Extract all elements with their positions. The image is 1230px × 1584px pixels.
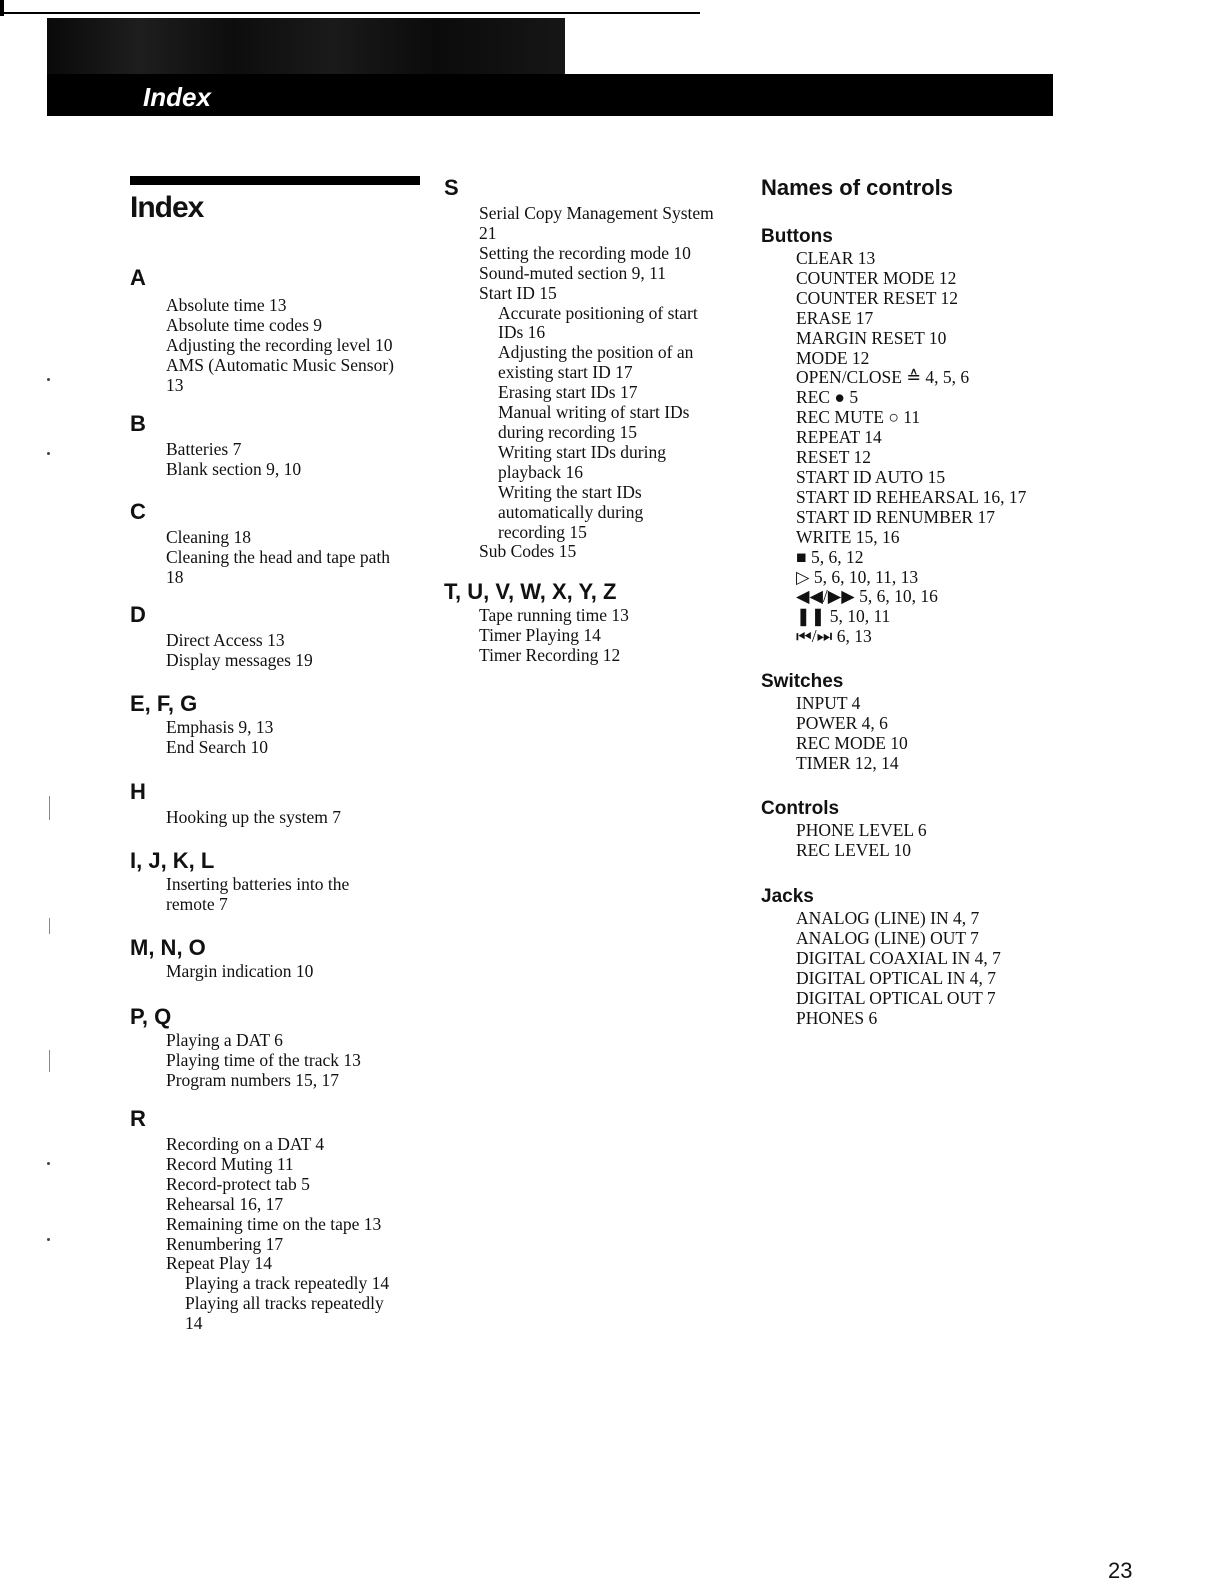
control-entry: REC MUTE ○ 11 <box>796 407 921 428</box>
index-entry: Absolute time codes 9 <box>166 314 323 335</box>
index-entry: Emphasis 9, 13 <box>166 717 274 737</box>
index-entry: Program numbers 15, 17 <box>166 1069 340 1090</box>
control-entry: REPEAT 14 <box>796 427 882 448</box>
control-entry: MARGIN RESET 10 <box>796 327 947 348</box>
control-entry: ERASE 17 <box>796 307 874 328</box>
index-entry: Record Muting 11 <box>166 1153 294 1174</box>
control-entry: COUNTER RESET 12 <box>796 287 959 308</box>
control-entry: DIGITAL OPTICAL IN 4, 7 <box>796 967 996 988</box>
control-entry: PHONES 6 <box>796 1007 878 1028</box>
control-entry: POWER 4, 6 <box>796 712 888 733</box>
index-subentry: playback 16 <box>498 461 584 482</box>
section-letter: M, N, O <box>130 935 206 960</box>
index-section-efg <box>130 690 440 758</box>
control-entry: COUNTER MODE 12 <box>796 267 957 288</box>
section-letter: P, Q <box>130 1004 172 1029</box>
control-entry: TIMER 12, 14 <box>796 752 899 773</box>
section-letter: B <box>130 411 146 436</box>
section-letter: R <box>130 1106 146 1131</box>
stop-symbol-entry: ■ 5, 6, 12 <box>796 546 864 567</box>
names-of-controls-title: Names of controls <box>761 175 953 200</box>
index-section-d <box>130 601 440 671</box>
index-entry: Adjusting the recording level 10 <box>166 334 393 355</box>
index-section-tuvwxyz <box>444 578 744 666</box>
group-heading: Controls <box>761 798 840 819</box>
index-subentry: Manual writing of start IDs <box>498 402 690 423</box>
index-entry: AMS (Automatic Music Sensor) <box>166 354 394 375</box>
margin-tick <box>49 796 50 820</box>
scan-speck <box>47 378 50 381</box>
index-entry: Blank section 9, 10 <box>166 458 302 479</box>
index-subentry: Adjusting the position of an <box>498 342 694 363</box>
index-entry: remote 7 <box>166 893 228 914</box>
section-letter: S <box>444 175 459 200</box>
index-subentry: IDs 16 <box>498 322 546 343</box>
control-entry: INPUT 4 <box>796 693 861 713</box>
index-section-c <box>130 498 440 588</box>
index-entry: Remaining time on the tape 13 <box>166 1213 382 1234</box>
group-heading: Buttons <box>761 226 833 247</box>
control-entry: PHONE LEVEL 6 <box>796 820 927 840</box>
top-rule <box>0 12 700 14</box>
index-subentry: Writing start IDs during <box>498 441 666 462</box>
index-entry: Sub Codes 15 <box>479 541 577 562</box>
index-entry: Hooking up the system 7 <box>166 807 341 827</box>
section-letter: H <box>130 779 146 804</box>
index-entry: Repeat Play 14 <box>166 1253 272 1274</box>
play-symbol-entry: ▷ 5, 6, 10, 11, 13 <box>796 566 919 587</box>
margin-tick <box>49 918 50 934</box>
control-entry: START ID AUTO 15 <box>796 466 946 487</box>
index-entry: End Search 10 <box>166 736 269 757</box>
index-section-r <box>130 1105 440 1334</box>
group-heading: Jacks <box>761 886 814 907</box>
index-entry: Record-protect tab 5 <box>166 1173 310 1194</box>
control-entry: REC MODE 10 <box>796 732 908 753</box>
index-section-h <box>130 778 440 828</box>
control-entry: MODE 12 <box>796 347 870 368</box>
index-entry: Cleaning 18 <box>166 527 252 547</box>
section-letter: A <box>130 265 146 290</box>
jacks-group <box>761 885 1061 1028</box>
page-title: Index <box>130 191 204 224</box>
control-entry: CLEAR 13 <box>796 248 876 268</box>
switches-group <box>761 670 1061 774</box>
index-subentry: Playing a track repeatedly 14 <box>185 1273 390 1294</box>
section-letter: E, F, G <box>130 691 198 716</box>
index-entry: Renumbering 17 <box>166 1233 284 1254</box>
section-letter: D <box>130 602 146 627</box>
skip-symbol-entry: ⏮/⏭ 6, 13 <box>796 626 872 647</box>
index-entry: Playing a DAT 6 <box>166 1030 283 1050</box>
index-subentry: Writing the start IDs <box>498 481 642 502</box>
index-entry: Timer Recording 12 <box>479 644 621 665</box>
group-heading: Switches <box>761 671 844 692</box>
index-entry: Rehearsal 16, 17 <box>166 1193 284 1214</box>
index-subentry: automatically during <box>498 501 644 522</box>
control-entry: OPEN/CLOSE ≙ 4, 5, 6 <box>796 367 970 388</box>
index-section-b <box>130 410 440 480</box>
index-entry: Serial Copy Management System <box>479 203 714 223</box>
index-entry: Display messages 19 <box>166 649 313 670</box>
control-entry: ANALOG (LINE) OUT 7 <box>796 927 979 948</box>
controls-group <box>761 797 1061 861</box>
control-entry: START ID REHEARSAL 16, 17 <box>796 486 1027 507</box>
section-letter: I, J, K, L <box>130 848 215 873</box>
section-letter: C <box>130 499 146 524</box>
index-entry: Sound-muted section 9, 11 <box>479 262 666 283</box>
index-entry: Cleaning the head and tape path <box>166 546 391 567</box>
index-entry: Timer Playing 14 <box>479 624 601 645</box>
banner-title: Index <box>143 82 211 112</box>
index-subentry: Playing all tracks repeatedly <box>185 1293 384 1314</box>
index-section-mno <box>130 934 440 982</box>
control-entry: REC LEVEL 10 <box>796 839 912 860</box>
index-entry: Setting the recording mode 10 <box>479 242 691 263</box>
rewind-forward-symbol-entry: ◀◀/▶▶ 5, 6, 10, 16 <box>796 586 938 607</box>
control-entry: START ID RENUMBER 17 <box>796 506 995 527</box>
control-entry: DIGITAL COAXIAL IN 4, 7 <box>796 947 1001 968</box>
index-subentry: during recording 15 <box>498 421 637 442</box>
index-section-pq <box>130 1003 440 1091</box>
scan-speck <box>47 1238 50 1241</box>
index-subentry: recording 15 <box>498 521 587 542</box>
index-entry: Inserting batteries into the <box>166 874 350 894</box>
index-entry: 18 <box>166 566 184 587</box>
page-number: 23 <box>1108 1558 1133 1583</box>
header-banner-texture <box>47 18 565 76</box>
index-entry: Direct Access 13 <box>166 630 285 650</box>
index-subentry: Accurate positioning of start <box>498 302 698 323</box>
index-entry: 21 <box>479 222 497 243</box>
control-entry: WRITE 15, 16 <box>796 526 900 547</box>
pause-symbol-entry: ❚❚ 5, 10, 11 <box>796 606 891 627</box>
index-entry: Batteries 7 <box>166 439 242 459</box>
index-entry: Start ID 15 <box>479 282 557 303</box>
index-entry: Margin indication 10 <box>166 961 314 981</box>
section-letter: T, U, V, W, X, Y, Z <box>444 579 617 604</box>
index-section-s <box>444 174 744 562</box>
control-entry: ANALOG (LINE) IN 4, 7 <box>796 908 980 928</box>
index-subentry: 14 <box>185 1313 203 1334</box>
control-entry: DIGITAL OPTICAL OUT 7 <box>796 987 996 1008</box>
index-entry: Playing time of the track 13 <box>166 1049 361 1070</box>
scan-speck <box>47 1162 50 1165</box>
control-entry: RESET 12 <box>796 447 872 468</box>
index-subentry: Erasing start IDs 17 <box>498 382 638 403</box>
scan-speck <box>47 452 50 455</box>
index-section-ijkl <box>130 847 440 915</box>
title-rule <box>130 176 420 185</box>
index-entry: 13 <box>166 374 184 395</box>
names-of-controls-title-block <box>761 174 1061 202</box>
buttons-group <box>761 225 1061 647</box>
index-subentry: existing start ID 17 <box>498 362 633 383</box>
index-entry: Tape running time 13 <box>479 605 629 625</box>
index-entry: Recording on a DAT 4 <box>166 1134 325 1154</box>
control-entry: REC ● 5 <box>796 387 859 408</box>
index-section-a <box>130 264 440 396</box>
index-entry: Absolute time 13 <box>166 295 287 315</box>
margin-tick <box>49 1050 50 1072</box>
